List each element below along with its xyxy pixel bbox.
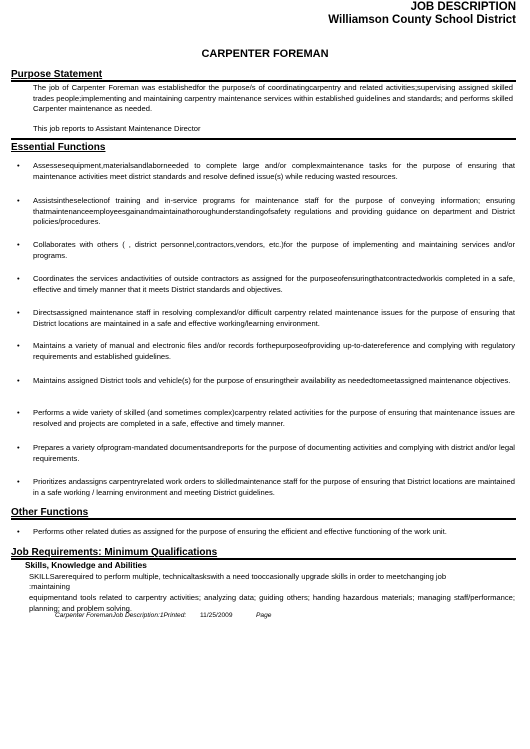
requirements-heading: Job Requirements: Minimum Qualifications xyxy=(11,547,218,558)
list-item-text: Coordinates the services andactivities of outside contractors as assigned for the purposeofensuringthatcontractedworkis completed in a safe, effective and timely manner that it meets District standards and objectives. xyxy=(33,274,515,294)
list-item-text: Directsassigned maintenance staff in resolving complexand/or difficult carpentry related maintenance issues for the purpose of ensuring that District locations are maintained in a safe and effective working/learning environment. xyxy=(33,308,515,328)
header-district: Williamson County School District xyxy=(328,14,516,26)
essential-heading: Essential Functions xyxy=(11,142,106,153)
bullet-icon: • xyxy=(17,527,20,536)
list-item-text: Collaborates with others ( , district personnel,contractors,vendors, etc.)for the purpose of implementing and maintaining services and/or programs. xyxy=(33,240,515,260)
bullet-icon: • xyxy=(17,376,20,385)
list-item-text: Performs other related duties as assigned for the purpose of ensuring the efficient and effective functioning of the work unit. xyxy=(33,527,447,536)
bullet-icon: • xyxy=(17,196,20,205)
section-divider xyxy=(11,138,516,140)
header-title: JOB DESCRIPTION xyxy=(410,1,516,13)
section-divider xyxy=(11,518,516,520)
bullet-icon: • xyxy=(17,274,20,283)
bullet-icon: • xyxy=(17,477,20,486)
list-item-text: Assessesequipment,materialsandlaborneeded to complete large and/or complexmaintenance tasks for the purpose of ensuring that maintenance activities meet district standards and resolve defined issue(s) while reducing wasted resources. xyxy=(33,161,515,181)
section-divider xyxy=(11,80,516,82)
list-item-text: Assistsintheselectionof training and in-service programs for maintenance staff for the purpose of conveying information; ensuring thatmaintenanceemployeesgainandmaintainathoroughunderstandingofsafety regulations and providing guidance on department and District policies/procedures. xyxy=(33,196,515,226)
bullet-icon: • xyxy=(17,408,20,417)
bullet-icon: • xyxy=(17,308,20,317)
bullet-icon: • xyxy=(17,443,20,452)
list-item-text: Maintains assigned District tools and vehicle(s) for the purpose of ensuringtheir availability as neededtomeetassigned maintenance objectives. xyxy=(33,376,511,385)
footer-label: Carpenter ForemanJob Description:1Printed: xyxy=(55,612,187,619)
footer-date: 11/25/2009 xyxy=(200,612,233,619)
skills-line-1: SKILLSarerequired to perform multiple, technicaltaskswith a need tooccasionally upgrade skills in order to meetchanging job xyxy=(29,572,447,581)
skills-line-2: :maintaining xyxy=(29,582,70,591)
skills-line-3: equipmentand tools related to carpentry activities; analyzing data; guiding others; handing hazardous materials; managing staff/performance; planning; and problem solving. xyxy=(29,593,515,613)
list-item-text: Prepares a variety ofprogram-mandated documentsandreports for the purpose of documenting activities and complying with district and/or legal requirements. xyxy=(33,443,515,463)
reports-to: This job reports to Assistant Maintenance Director xyxy=(33,124,201,133)
bullet-icon: • xyxy=(17,240,20,249)
purpose-body: The job of Carpenter Foreman was establishedfor the purpose/s of coordinatingcarpentry and related activities;supervising assigned skilled trades people;implementing and maintaining carpentry maintenance services within established guidelines and standards; and performs skilled Carpenter maintenance as needed. xyxy=(33,83,513,113)
other-heading: Other Functions xyxy=(11,507,89,518)
bullet-icon: • xyxy=(17,161,20,170)
list-item-text: Maintains a variety of manual and electronic files and/or records forthepurposeofproviding up-to-datereference and complying with regulatory requirements and established guidelines. xyxy=(33,341,515,361)
skills-subheading: Skills, Knowledge and Abilities xyxy=(25,560,147,570)
list-item-text: Prioritizes andassigns carpentryrelated work orders to skilledmaintenance staff for the purpose of ensuring that District locations are maintained in a safe working / learning environment and meeting District guidelines. xyxy=(33,477,515,497)
list-item-text: Performs a wide variety of skilled (and sometimes complex)carpentry related activities for the purpose of ensuring that maintenance issues are resolved and projects are completed in a safe, effective and timely manner. xyxy=(33,408,515,428)
document-title: CARPENTER FOREMAN xyxy=(201,48,329,60)
footer-page: Page xyxy=(256,612,272,619)
bullet-icon: • xyxy=(17,341,20,350)
purpose-heading: Purpose Statement xyxy=(11,69,103,80)
